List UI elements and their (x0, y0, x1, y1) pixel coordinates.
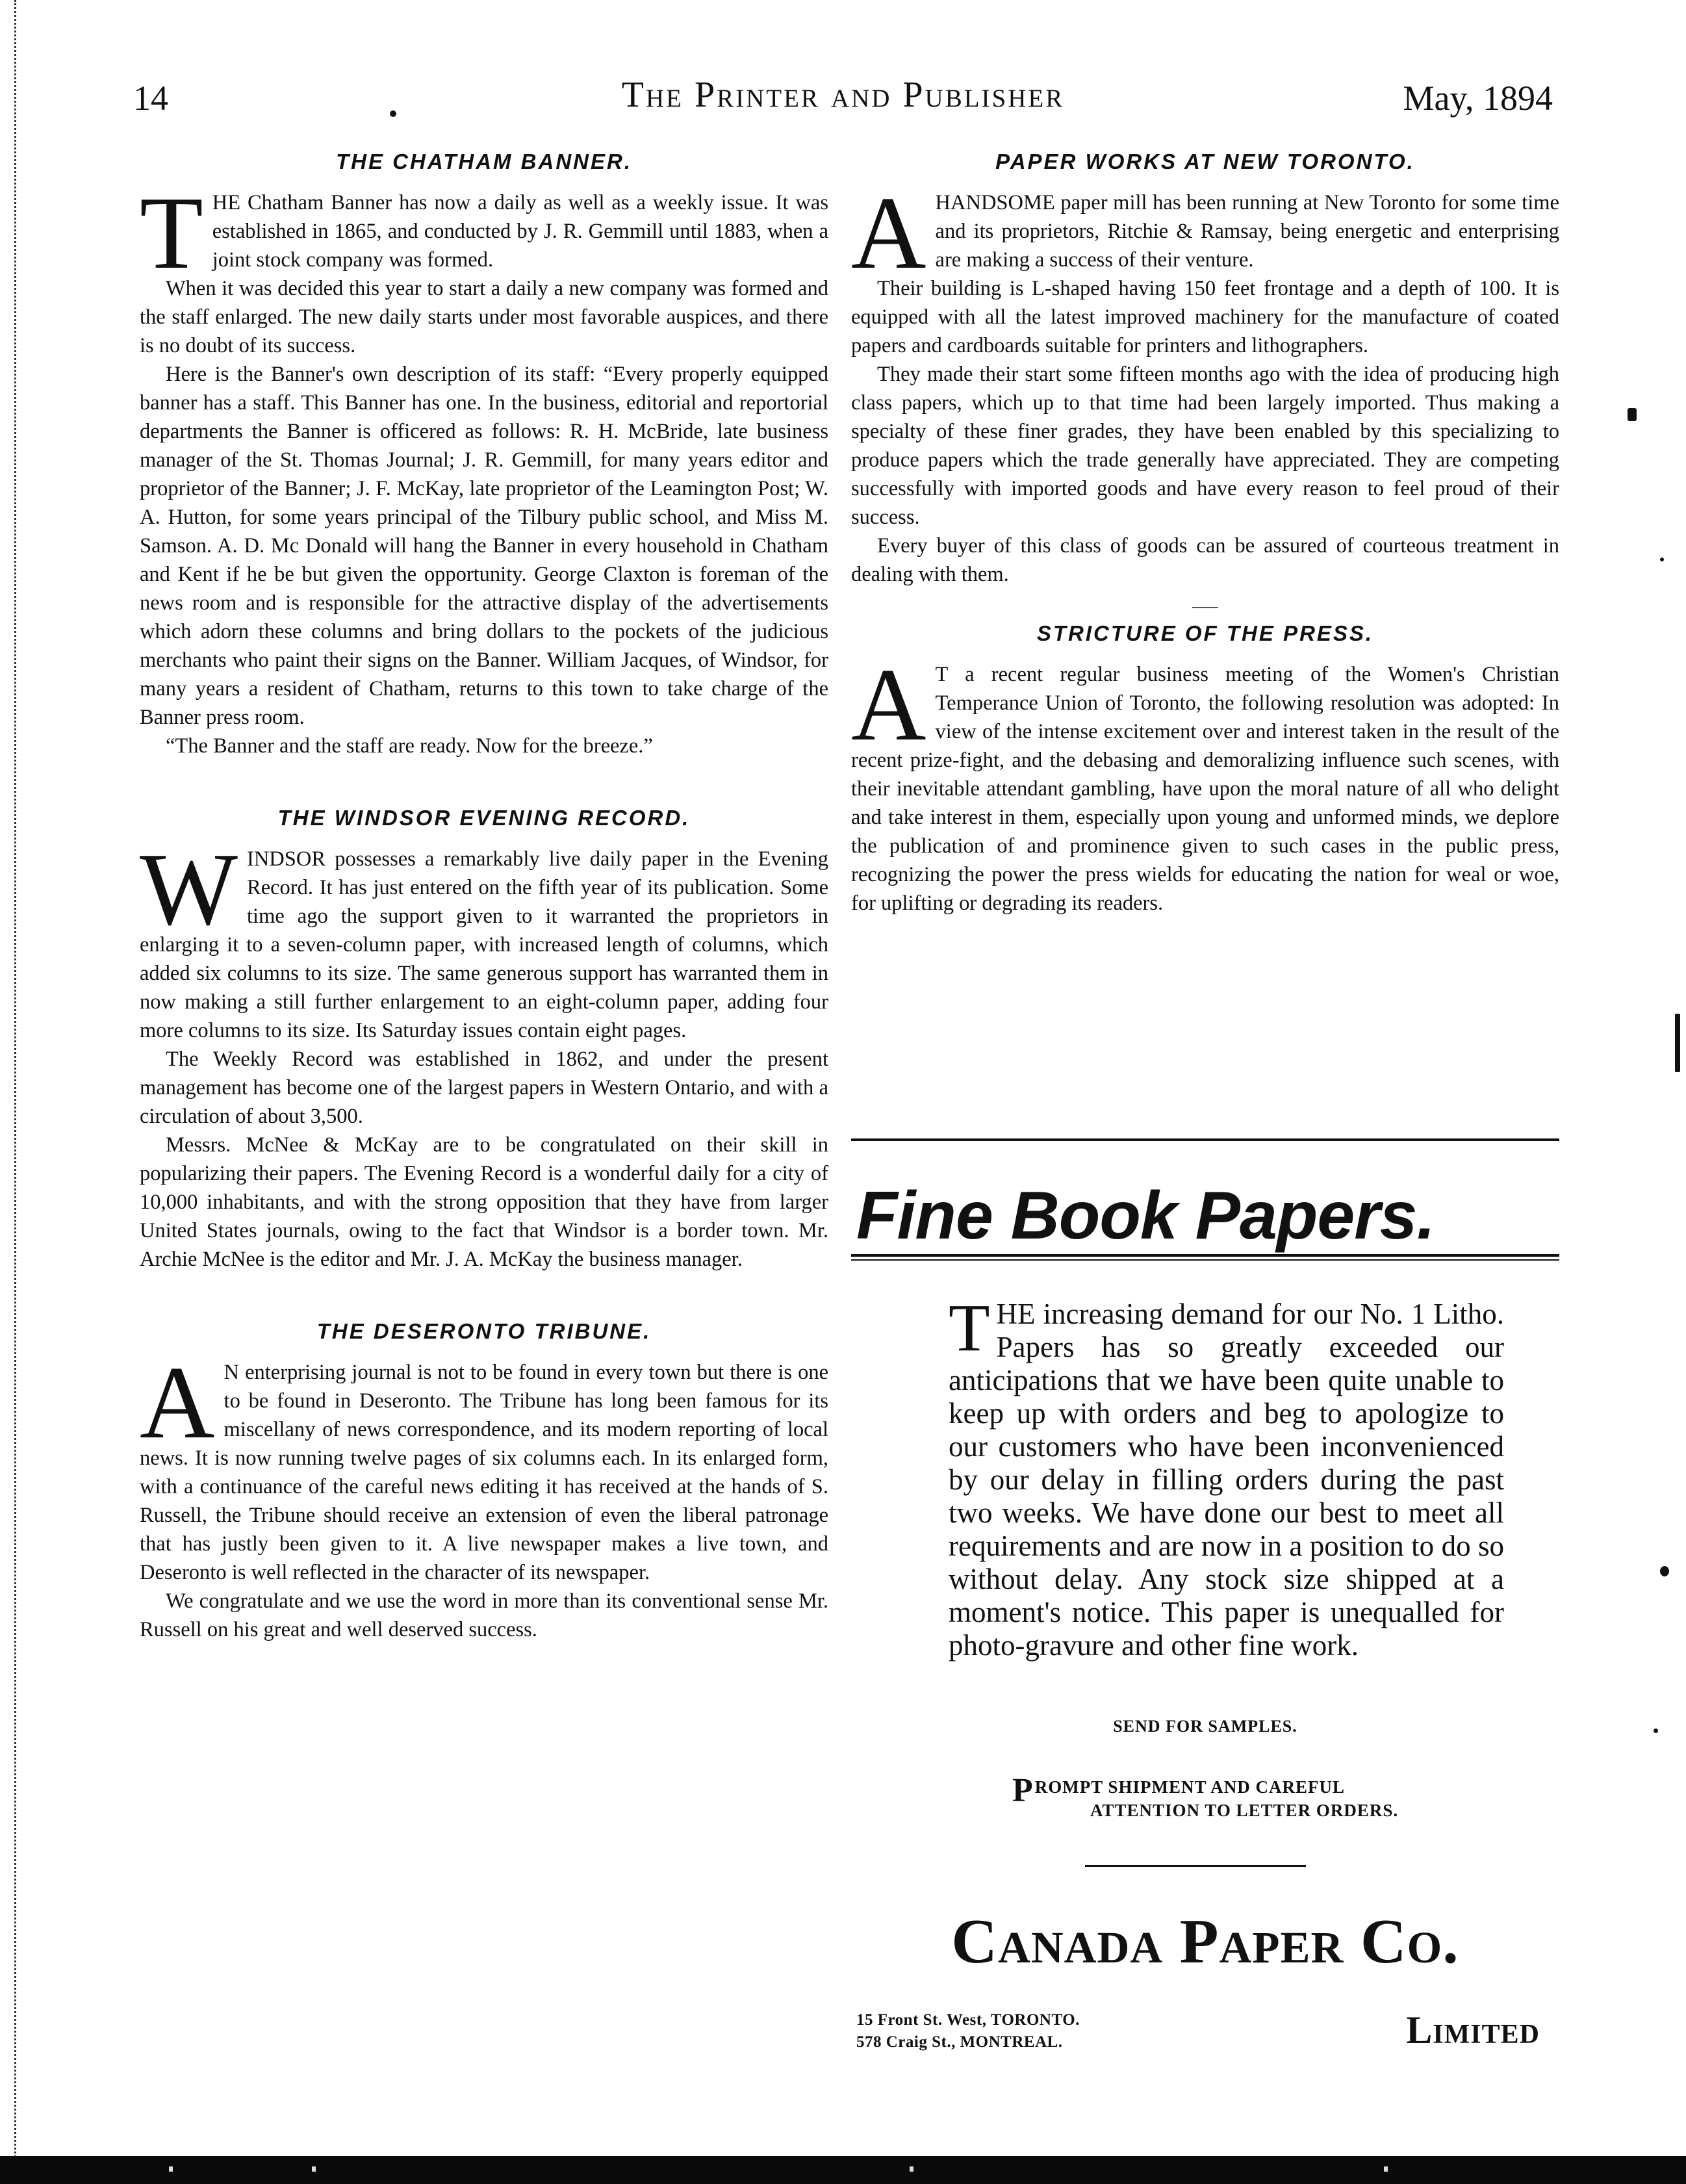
address-montreal: 578 Craig St., MONTREAL. (856, 2033, 1063, 2051)
article-body (851, 175, 1559, 589)
article-new-toronto-paper-works (851, 149, 1559, 608)
paragraph: We congratulate and we use the word in more than its conventional sense Mr. Russell on his great and well deserved success. (140, 1589, 828, 1641)
paragraph: HANDSOME paper mill has been running at New Toronto for some time and its proprietors, Ritchie & Ramsay, being energetic and enterprising are making a success of their venture. (935, 191, 1559, 272)
company-name: Canada Paper Co. (951, 1907, 1459, 1977)
scan-speck (390, 110, 396, 117)
article-body (851, 647, 1559, 918)
prompt-shipment-notice (1012, 1772, 1506, 1822)
article-headline: THE DESERONTO TRIBUNE. (316, 1319, 652, 1343)
paragraph: Messrs. McNee & McKay are to be congratulated on their skill in popularizing their papers. The Evening Record is a wonderful daily for a city of 10,000 inhabitants, and with the strong opposition that they have from larger United States journals, owing to the fact that Windsor is a border town. Mr. Archie McNee is the editor and Mr. J. A. McKay the business manager. (140, 1133, 828, 1271)
scan-speck (1628, 408, 1637, 421)
prompt-line: ROMPT SHIPMENT AND CAREFUL (1034, 1777, 1346, 1797)
prompt-line: ATTENTION TO LETTER ORDERS. (1090, 1801, 1399, 1820)
drop-cap: W (140, 831, 238, 947)
bar-speck (910, 2166, 913, 2172)
paragraph: HE Chatham Banner has now a daily as well as a weekly issue. It was established in 1865, and conducted by J. R. Gemmill until 1883, when a joint stock company was formed. (212, 191, 828, 272)
scan-speck (1675, 1014, 1680, 1072)
company-addresses (856, 2009, 1080, 2053)
paragraph: They made their start some fifteen months ago with the idea of producing high class papers, which up to that time had been largely imported. Thus making a specialty of these finer grades, they have been enabled by this specializing to produce papers which the trade generally have appreciated. They are competing successfully with imported goods and have every reason to feel proud of their success. (851, 363, 1559, 529)
bottom-binding-bar (0, 2156, 1686, 2184)
scan-speck (1660, 558, 1664, 561)
binding-edge (0, 0, 16, 2184)
ad-paragraph: HE increasing demand for our No. 1 Litho. Papers has so greatly exceeded our anticipations that we have been quite unable to keep up with orders and beg to apologize to our customers who have been inconvenienced by our delay in filling orders during the past two weeks. We have done our best to meet all requirements and are now in a position to do so without delay. Any stock size shipped at a moment's notice. This paper is unequalled for photo-gravure and other fine work. (949, 1298, 1504, 1662)
article-body (140, 831, 828, 1274)
send-for-samples: SEND FOR SAMPLES. (1113, 1717, 1297, 1736)
paragraph: T a recent regular business meeting of the Women's Christian Temperance Union of Toronto, the following resolution was adopted: In view of the intense excitement over and interest taken in the result of the recent prize-fight, and the debasing and demoralizing influence such scenes, with their inevitable attendant gambling, have upon the moral nature of all who delight and take interest in them, especially upon young and unformed minds, we deplore the publication of and prominence given to such cases in the public press, recognizing the power the press wields for educating the nation for weal or woe, for uplifting or degrading its readers. (851, 663, 1559, 915)
scan-speck (1660, 1566, 1669, 1576)
left-column (140, 136, 828, 1644)
running-head (133, 65, 1553, 117)
bar-speck (1384, 2166, 1388, 2172)
drop-cap: A (851, 175, 926, 290)
drop-cap: P (1012, 1772, 1034, 1809)
drop-cap: T (949, 1291, 990, 1365)
article-headline: STRICTURE OF THE PRESS. (1036, 621, 1374, 645)
address-toronto: 15 Front St. West, TORONTO. (856, 2011, 1080, 2029)
article-windsor-record (140, 806, 828, 1274)
paragraph: When it was decided this year to start a daily a new company was formed and the staff enlarged. The new daily starts under most favorable auspices, and there is no doubt of its success. (140, 277, 828, 357)
article-headline: PAPER WORKS AT NEW TORONTO. (995, 149, 1415, 173)
article-body (140, 175, 828, 760)
right-column (851, 136, 1559, 918)
article-headline: THE CHATHAM BANNER. (335, 149, 633, 173)
paragraph: N enterprising journal is not to be found in every town but there is one to be found in Deseronto. The Tribune has long been famous for its miscellany of news correspondence, and its modern reporting of local news. It is now running twelve pages of six columns each. In its enlarged form, with a continuance of the careful news editing it has received at the hands of S. Russell, the Tribune should receive an extension of even the liberal patronage that has justly been given to it. A live newspaper makes a live town, and Deseronto is well reflected in the character of its newspaper. (140, 1361, 828, 1584)
paragraph: Every buyer of this class of goods can be assured of courteous treatment in dealing with them. (851, 534, 1559, 586)
paragraph: Their building is L-shaped having 150 feet frontage and a depth of 100. It is equipped with all the latest improved machinery for the manufacture of coated papers and cardboards suitable for printers and lithographers. (851, 277, 1559, 357)
drop-cap: A (140, 1344, 215, 1460)
company-limited: Limited (1406, 2009, 1540, 2051)
paragraph: The Weekly Record was established in 1862, and under the present management has become one of the largest papers in Western Ontario, and with a circulation of about 3,500. (140, 1047, 828, 1128)
ad-headline: Fine Book Papers. (856, 1178, 1435, 1253)
article-chatham-banner (140, 149, 828, 760)
drop-cap: A (851, 647, 926, 762)
article-body (140, 1344, 828, 1644)
advertisement-canada-paper (851, 1138, 1559, 2081)
paragraph: INDSOR possesses a remarkably live daily paper in the Evening Record. It has just entered on the fifth year of its publication. Some time ago the support given to it warranted the proprietors in enlarging it to a seven-column paper, with increased length of columns, which added six columns to its size. The same generous support has warranted them in now making a still further enlargement to an eight-column paper, adding four more columns to its size. Its Saturday issues contain eight pages. (140, 847, 828, 1042)
article-headline: THE WINDSOR EVENING RECORD. (277, 806, 691, 830)
scan-speck (1654, 1728, 1658, 1733)
rule (851, 1138, 1559, 1141)
publication-title: The Printer and Publisher (621, 75, 1065, 115)
double-rule (851, 1254, 1559, 1261)
bar-speck (312, 2166, 316, 2172)
section-divider (1192, 607, 1218, 608)
article-stricture-of-press (851, 621, 1559, 918)
page-number: 14 (133, 79, 168, 118)
drop-cap: T (140, 175, 203, 290)
paragraph: Here is the Banner's own description of its staff: “Every properly equipped banner has a staff. This Banner has one. In the business, editorial and reportorial departments the Banner is officered as follows: R. H. McBride, late business manager of the St. Thomas Journal; J. R. Gemmill, for many years editor and proprietor of the Banner; J. F. McKay, late proprietor of the Leamington Post; W. A. Hutton, for some years principal of the Tilbury public school, and Miss M. Samson. A. D. Mc Donald will hang the Banner in every household in Chatham and Kent if he be but given the opportunity. George Claxton is foreman of the news room and is responsible for the attractive display of the advertisements which adorn these columns and bring dollars to the pockets of the judicious merchants who paint their signs on the Banner. William Jacques, of Windsor, for many years a resident of Chatham, returns to this town to take charge of the Banner press room. (140, 363, 828, 729)
issue-date: May, 1894 (1403, 79, 1553, 118)
article-deseronto-tribune (140, 1319, 828, 1644)
ad-copy (949, 1291, 1504, 1662)
rule (1085, 1865, 1306, 1867)
paragraph: “The Banner and the staff are ready. Now for the breeze.” (166, 734, 653, 758)
bar-speck (169, 2166, 173, 2172)
